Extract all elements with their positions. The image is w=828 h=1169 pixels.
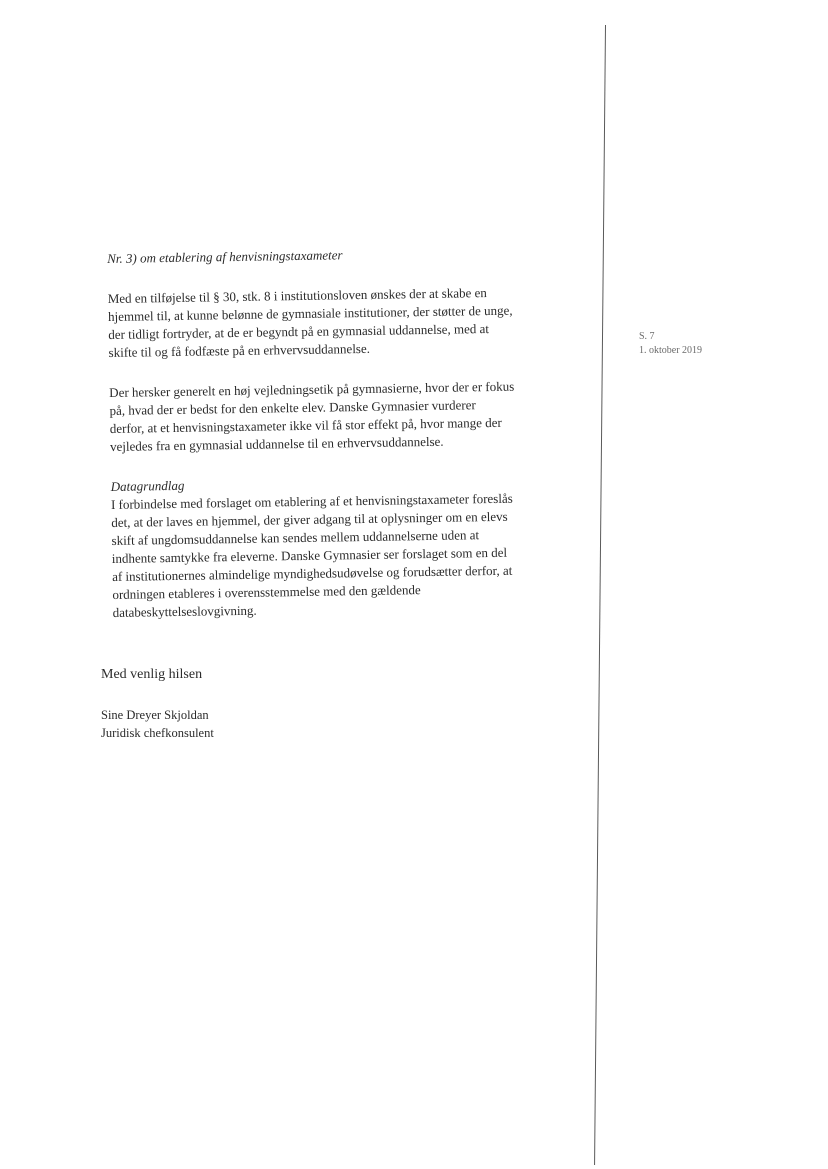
text-line: vejledes fra en gymnasial uddannelse til en erhvervsuddannelse.	[109, 433, 444, 454]
text-line: databeskyttelseslovgivning.	[112, 602, 257, 620]
section-heading: Nr. 3) om etablering af henvisningstaxameter	[107, 247, 343, 266]
paragraph-datagrundlag	[111, 470, 593, 622]
text-line: skift af ungdomsuddannelse kan sendes mellem uddannelserne uden at	[111, 527, 480, 548]
letter-closing	[101, 666, 501, 742]
text-line: I forbindelse med forslaget om etablering af et henvisningstaxameter foreslås	[110, 490, 513, 512]
text-line: på, hvad der er bedst for den enkelte elev. Danske Gymnasier vurderer	[109, 397, 476, 418]
signatory-name: Sine Dreyer Skjoldan	[101, 708, 209, 722]
text-line: indhente samtykke fra eleverne. Danske Gymnasier ser forslaget som en del	[111, 544, 508, 566]
paragraph-1	[108, 282, 589, 362]
body-content	[107, 242, 593, 643]
page-metadata	[639, 330, 702, 358]
signatory-title: Juridisk chefkonsulent	[101, 726, 214, 740]
paragraph-2	[109, 376, 590, 456]
text-line: Med en tilføjelse til § 30, stk. 8 i institutionsloven ønskes der at skabe en	[107, 285, 487, 306]
margin-divider-line	[594, 25, 606, 1165]
text-line: det, at der laves en hjemmel, der giver adgang til at oplysninger om en elevs	[111, 508, 508, 530]
text-line: ordningen etableres i overensstemmelse med den gældende	[112, 582, 421, 602]
text-line: der tidligt fortryder, at de er begyndt på en gymnasial uddannelse, med at	[108, 321, 490, 342]
text-line: Der hersker generelt en høj vejledningsetik på gymnasierne, hvor der er fokus	[109, 378, 515, 400]
document-date: 1. oktober 2019	[639, 345, 703, 356]
page-number: S. 7	[639, 331, 655, 342]
text-line: derfor, at et henvisningstaxameter ikke vil få stor effekt på, hvor mange der	[109, 414, 502, 436]
greeting: Med venlig hilsen	[101, 667, 203, 682]
text-line: af institutionernes almindelige myndighedsudøvelse og forudsætter derfor, at	[112, 562, 513, 584]
subheading-datagrundlag: Datagrundlag	[110, 477, 185, 494]
text-line: skifte til og få fodfæste på en erhvervsuddannelse.	[108, 340, 371, 360]
text-line: hjemmel til, at kunne belønne de gymnasiale institutioner, der støtter de unge,	[107, 302, 513, 324]
